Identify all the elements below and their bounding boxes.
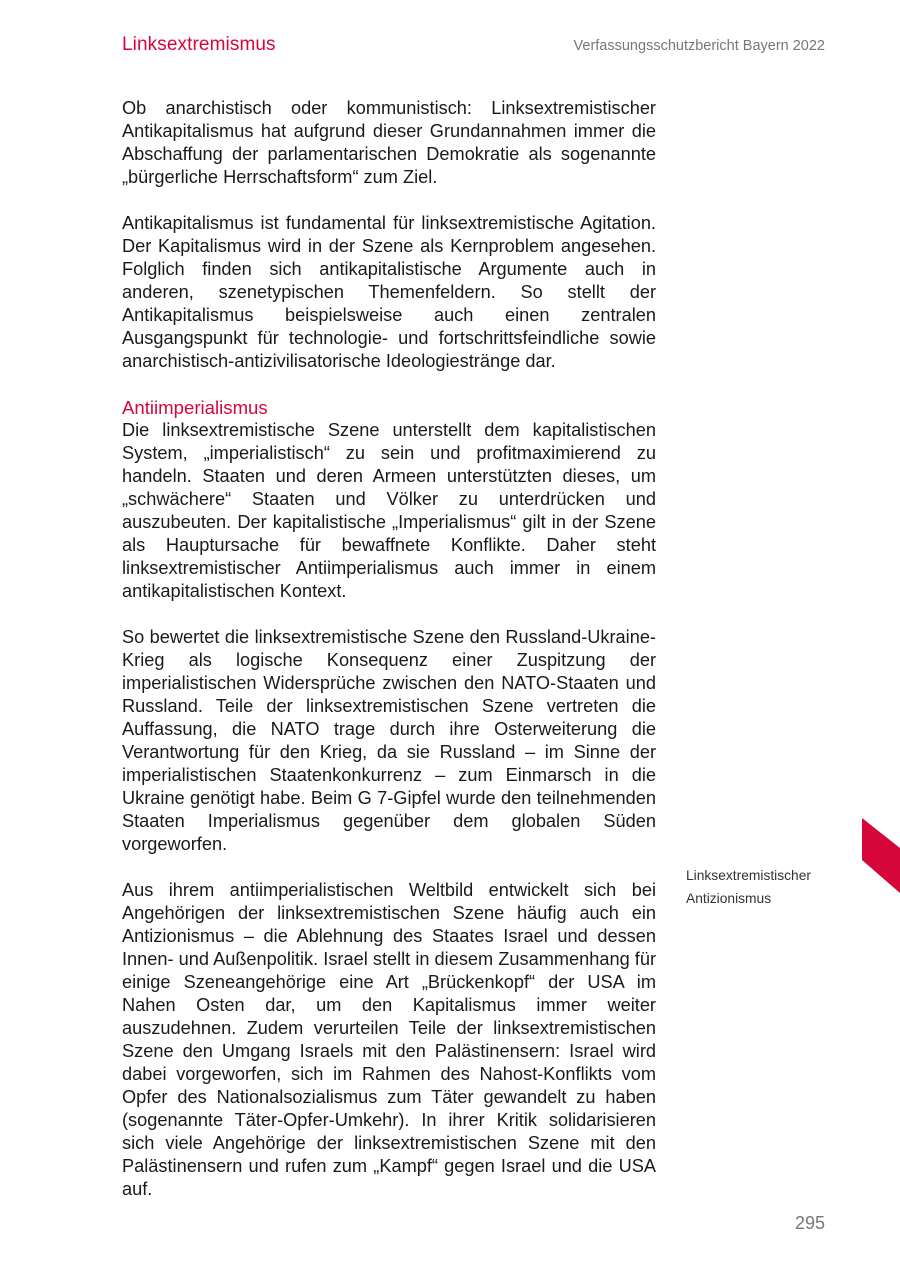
- chapter-tab-shape: [862, 818, 900, 893]
- paragraph-3: Die linksextremistische Szene unterstellt dem kapitalistischen System, „imperialistisch“ zu sein und profitmaximierend zu handeln. Staaten und deren Armeen unterstützten dieses, um „schwächere“ Staaten und Völker zu unterdrücken und auszubeuten. Der kapitalistische „Imperialismus“ gilt in der Szene als Hauptursache für bewaffnete Konflikte. Daher steht linksextremistischer Antiimperialismus auch immer in einem antikapitalistischen Kontext.: [122, 420, 656, 601]
- main-text-column: [122, 97, 656, 1224]
- margin-note-line-1: Linksextremistischer: [686, 868, 811, 883]
- margin-note: [686, 864, 856, 910]
- page-number: 295: [794, 1213, 825, 1233]
- paragraph-5: Aus ihrem antiimperialistischen Weltbild entwickelt sich bei Angehörigen der linksextremistischen Szene häufig auch ein Antizionismus – die Ablehnung des Staates Israel und dessen Innen- und Außenpolitik. Israel stellt in diesem Zusammenhang für einige Szeneangehörige eine Art „Brückenkopf“ der USA im Nahen Osten dar, um den Kapitalismus immer weiter auszudehnen. Zudem verurteilen Teile der linksextremistischen Szene den Umgang Israels mit den Palästinensern: Israel wird dabei vorgeworfen, sich im Rahmen des Nahost-Konflikts vom Opfer des Nationalsozialismus zum Täter gewandelt zu haben (sogenannte Täter-Opfer-Umkehr). In ihrer Kritik solidarisieren sich viele Angehörige der linksextremistischen Szene mit den Palästinensern und rufen zum „Kampf“ gegen Israel und die USA auf.: [122, 880, 656, 1199]
- running-head-section: Linksextremismus: [122, 34, 276, 55]
- chapter-tab-marker: [862, 818, 900, 893]
- paragraph-2: Antikapitalismus ist fundamental für linksextremistische Agitation. Der Kapitalismus wird in der Szene als Kernproblem angesehen. Folglich finden sich antikapitalistische Argumente auch in anderen, szenetypischen Themenfeldern. So stellt der Antikapitalismus beispielsweise auch einen zentralen Ausgangspunkt für technologie- und fortschrittsfeindliche sowie anarchistisch-antizivilisatorische Ideologiestränge dar.: [122, 213, 656, 371]
- margin-note-line-2: Antizionismus: [686, 891, 772, 906]
- running-head-report-title: Verfassungsschutzbericht Bayern 2022: [573, 38, 825, 54]
- paragraph-1: Ob anarchistisch oder kommunistisch: Linksextremistischer Antikapitalismus hat aufgrund dieser Grundannahmen immer die Abschaffung der parlamentarischen Demokratie als sogenannte „bürgerliche Herrschaftsform“ zum Ziel.: [122, 98, 656, 187]
- paragraph-4: So bewertet die linksextremistische Szene den Russland-Ukraine-Krieg als logische Konsequenz einer Zuspitzung der imperialistischen Widersprüche zwischen den NATO-Staaten und Russland. Teile der linksextremistischen Szene vertreten die Auffassung, die NATO trage durch ihre Osterweiterung die Verantwortung für den Krieg, da sie Russland – im Sinne der imperialistischen Staatenkonkurrenz – zum Einmarsch in die Ukraine genötigt habe. Beim G 7-Gipfel wurde den teilnehmenden Staaten Imperialismus gegenüber dem globalen Süden vorgeworfen.: [122, 627, 656, 854]
- section-heading-antiimperialismus: Antiimperialismus: [122, 397, 268, 418]
